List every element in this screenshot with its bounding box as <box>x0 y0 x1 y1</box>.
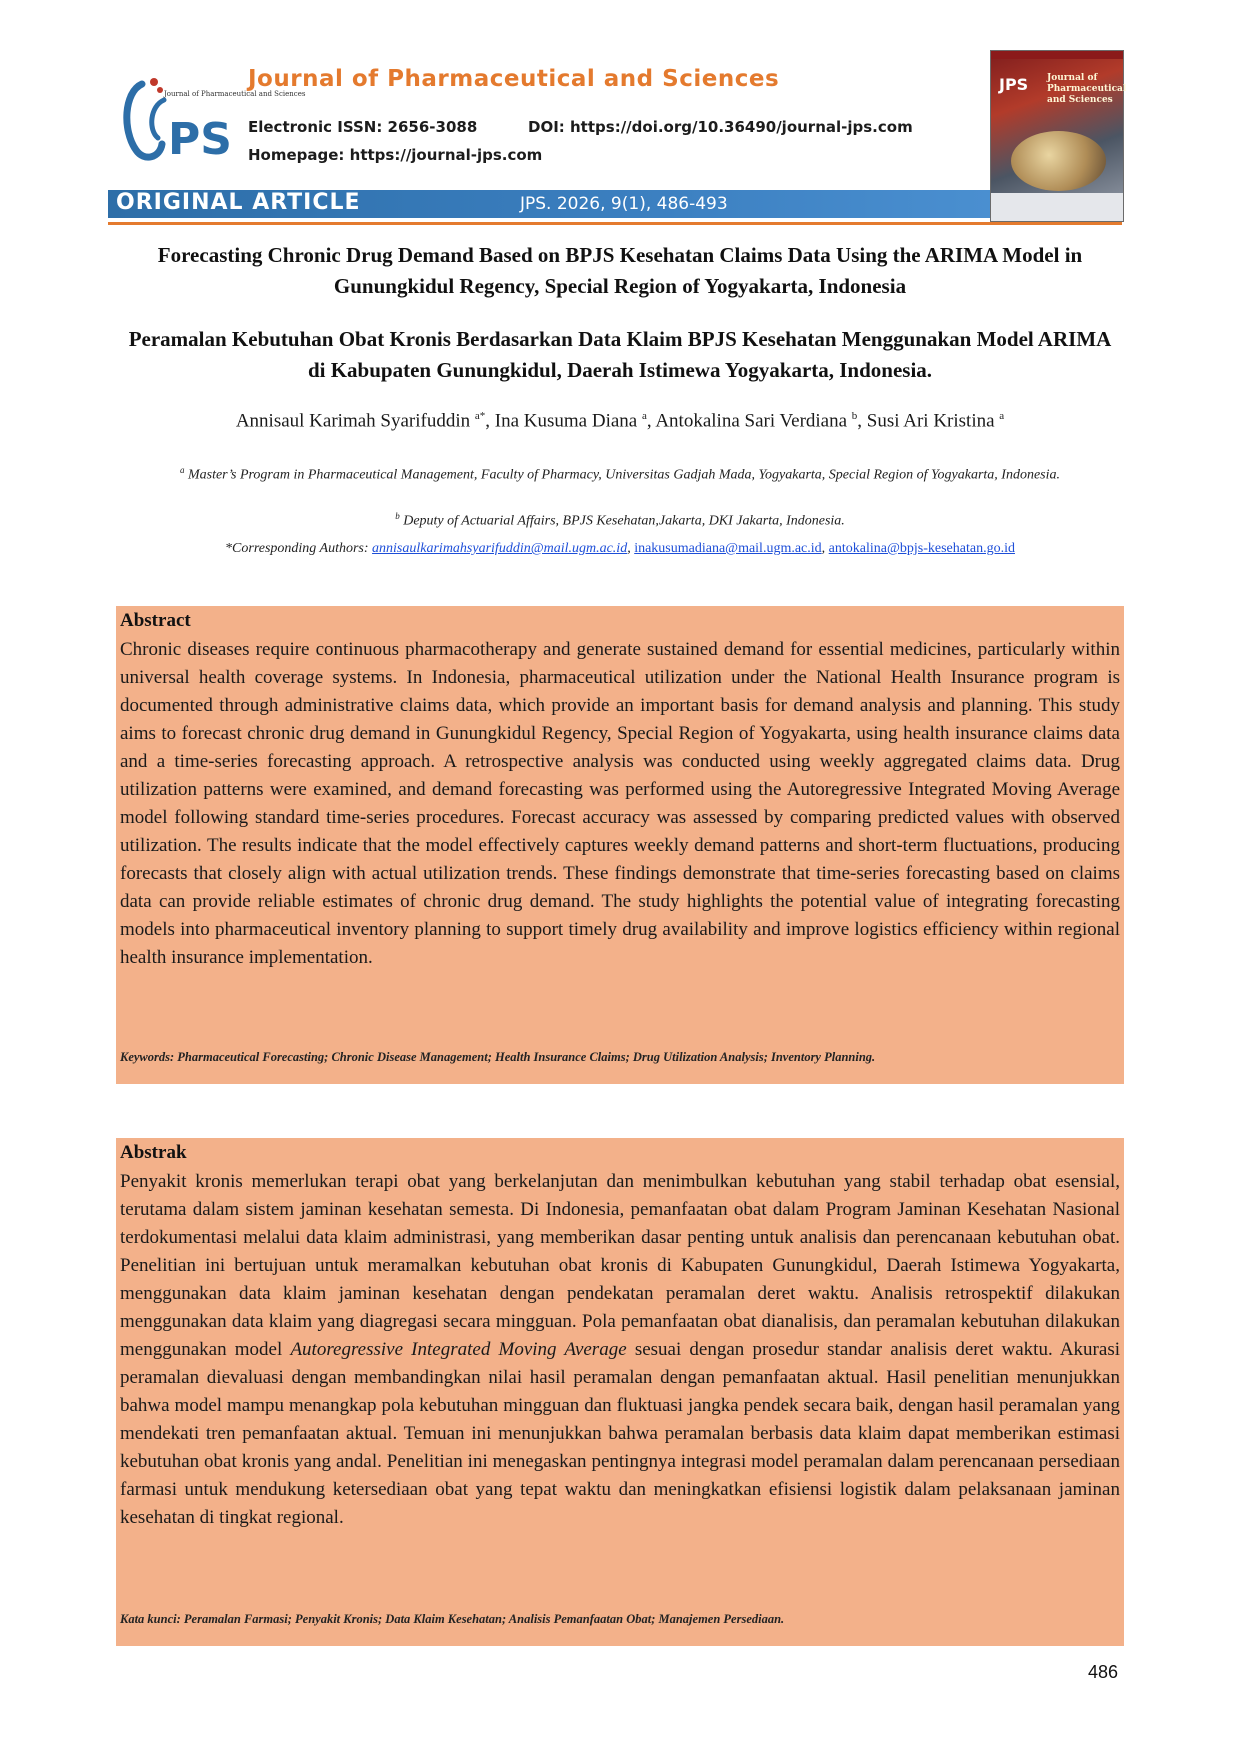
corresponding-authors: *Corresponding Authors: annisaulkarimahsyarifuddin@mail.ugm.ac.id, inakusumadiana@mail.ugm.ac.id, antokalina@bpjs-kesehatan.go.id <box>225 541 1015 556</box>
email-link[interactable]: inakusumadiana@mail.ugm.ac.id <box>634 541 822 556</box>
abstrak-italic-term: Autoregressive Integrated Moving Average <box>290 1339 627 1360</box>
title-indonesian: Peramalan Kebutuhan Obat Kronis Berdasarkan Data Klaim BPJS Kesehatan Menggunakan Model ARIMA di Kabupaten Gunungkidul, Daerah Istimewa Yogyakarta, Indonesia. <box>128 327 1112 382</box>
abstract-body: Chronic diseases require continuous pharmacotherapy and generate sustained demand for essential medicines, particularly within universal health coverage systems. In Indonesia, pharmaceutical utilization under the National Health Insurance program is documented through administrative claims data, which provide an important basis for demand analysis and planning. This study aims to forecast chronic drug demand in Gunungkidul Regency, Special Region of Yogyakarta, using health insurance claims data and a time-series forecasting approach. A retrospective analysis was conducted using weekly aggregated claims data. Drug utilization patterns were examined, and demand forecasting was performed using the Autoregressive Integrated Moving Average model following standard time-series procedures. Forecast accuracy was assessed by comparing predicted values with observed utilization. The results indicate that the model effectively captures weekly demand patterns and short-term fluctuations, producing forecasts that closely align with actual utilization trends. These findings demonstrate that time-series forecasting based on claims data can provide reliable estimates of chronic drug demand. The study highlights the potential value of integrating forecasting models into pharmaceutical inventory planning to support timely drug availability and improve logistics efficiency within regional health insurance implementation. <box>120 639 1120 968</box>
cover-jps-text: JPS <box>999 75 1029 94</box>
abstrak-text: Penyakit kronis memerlukan terapi obat yang berkelanjutan dan menimbulkan kebutuhan yang stabil terhadap obat esensial, terutama dalam sistem jaminan kesehatan semesta. Di Indonesia, pemanfaatan obat dalam Program Jaminan Kesehatan Nasional terdokumentasi melalui data klaim administrasi, yang memberikan dasar penting untuk analisis dan perencanaan kebutuhan obat. Penelitian ini bertujuan untuk meramalkan kebutuhan obat kronis di Kabupaten Gunungkidul, Daerah Istimewa Yogyakarta, menggunakan data klaim jaminan kesehatan dengan pendekatan peramalan deret waktu. Analisis retrospektif dilakukan menggunakan data klaim yang diagregasi secara mingguan. Pola pemanfaatan obat dianalisis, dan peramalan kebutuhan dilakukan menggunakan model <box>120 1171 1120 1360</box>
affiliation-b <box>140 506 1100 532</box>
affiliation-sup: a <box>179 465 185 475</box>
author-name: Susi Ari Kristina <box>866 410 995 432</box>
email-link[interactable]: antokalina@bpjs-kesehatan.go.id <box>828 541 1015 556</box>
author-name: Annisaul Karimah Syarifuddin <box>235 410 471 432</box>
abstrak-heading: Abstrak <box>120 1142 187 1163</box>
abstract-box-english <box>116 606 1124 1084</box>
issn: Electronic ISSN: 2656-3088 <box>248 118 478 136</box>
author-sup: a <box>999 410 1005 422</box>
abstrak-text: sesuai dengan prosedur standar analisis deret waktu. Akurasi peramalan dievaluasi dengan membandingkan nilai hasil peramalan dengan pemanfaatan aktual. Hasil penelitian menunjukkan bahwa model mampu menangkap pola kebutuhan mingguan dan fluktuasi jangka pendek secara baik, dengan hasil peramalan yang mendekati tren pemanfaatan aktual. Temuan ini menunjukkan bahwa peramalan berbasis data klaim dapat memberikan estimasi kebutuhan obat kronis yang andal. Penelitian ini menegaskan pentingnya integrasi model peramalan dalam perencanaan persediaan farmasi untuk mendukung ketersediaan obat yang tepat waktu dan meningkatkan efisiensi logistik dalam pelaksanaan jaminan kesehatan di tingkat regional. <box>120 1339 1120 1528</box>
author-sup: b <box>851 410 858 422</box>
abstract-box-indonesian <box>116 1138 1124 1646</box>
journal-logo <box>120 70 306 166</box>
page-number: 486 <box>1088 1662 1119 1682</box>
title-english: Forecasting Chronic Drug Demand Based on BPJS Kesehatan Claims Data Using the ARIMA Model in Gunungkidul Regency, Special Region of Yogyakarta, Indonesia <box>157 243 1083 298</box>
author-name: Antokalina Sari Verdiana <box>655 410 848 432</box>
logo-text: PS <box>168 114 232 165</box>
author-name: Ina Kusuma Diana <box>494 410 638 432</box>
corresponding-label: *Corresponding Authors: <box>225 541 369 556</box>
affiliation-a <box>140 460 1100 486</box>
email-link[interactable]: annisaulkarimahsyarifuddin@mail.ugm.ac.id <box>372 541 628 556</box>
author-sup: a <box>641 410 647 422</box>
logo-small-text: Journal of Pharmaceutical and Sciences <box>164 90 306 98</box>
author-list: Annisaul Karimah Syarifuddin $^{a*}$, Ina Kusuma Diana $^a$, Antokalina Sari Verdiana $^b$, Susi Ari Kristina $^a$ <box>235 410 1005 432</box>
cover-title: Journal of Pharmaceutical and Sciences <box>1047 73 1127 105</box>
author-sup: a* <box>474 410 486 422</box>
doi-link[interactable]: DOI: https://doi.org/10.36490/journal-jps.com <box>528 118 913 136</box>
affiliation-sup: b <box>395 511 400 521</box>
banner-divider <box>108 222 1122 225</box>
keywords: Keywords: Pharmaceutical Forecasting; Chronic Disease Management; Health Insurance Claims; Drug Utilization Analysis; Inventory Planning. <box>120 1050 876 1064</box>
homepage-link[interactable]: Homepage: https://journal-jps.com <box>248 146 543 164</box>
kata-kunci: Kata kunci: Peramalan Farmasi; Penyakit Kronis; Data Klaim Kesehatan; Analisis Pemanfaatan Obat; Manajemen Persediaan. <box>120 1612 785 1626</box>
abstract-heading: Abstract <box>120 610 191 631</box>
affiliation-text: Deputy of Actuarial Affairs, BPJS Kesehatan,Jakarta, DKI Jakarta, Indonesia. <box>403 513 845 529</box>
affiliation-text: Master’s Program in Pharmaceutical Management, Faculty of Pharmacy, Universitas Gadjah Mada, Yogyakarta, Special Region of Yogyakarta, Indonesia. <box>187 467 1061 483</box>
journal-cover-image <box>990 50 1127 222</box>
journal-name: Journal of Pharmaceutical and Sciences <box>248 66 780 92</box>
citation: JPS. 2026, 9(1), 486-493 <box>520 194 728 214</box>
article-type: ORIGINAL ARTICLE <box>116 190 361 215</box>
abstrak-body <box>120 1168 1120 1532</box>
